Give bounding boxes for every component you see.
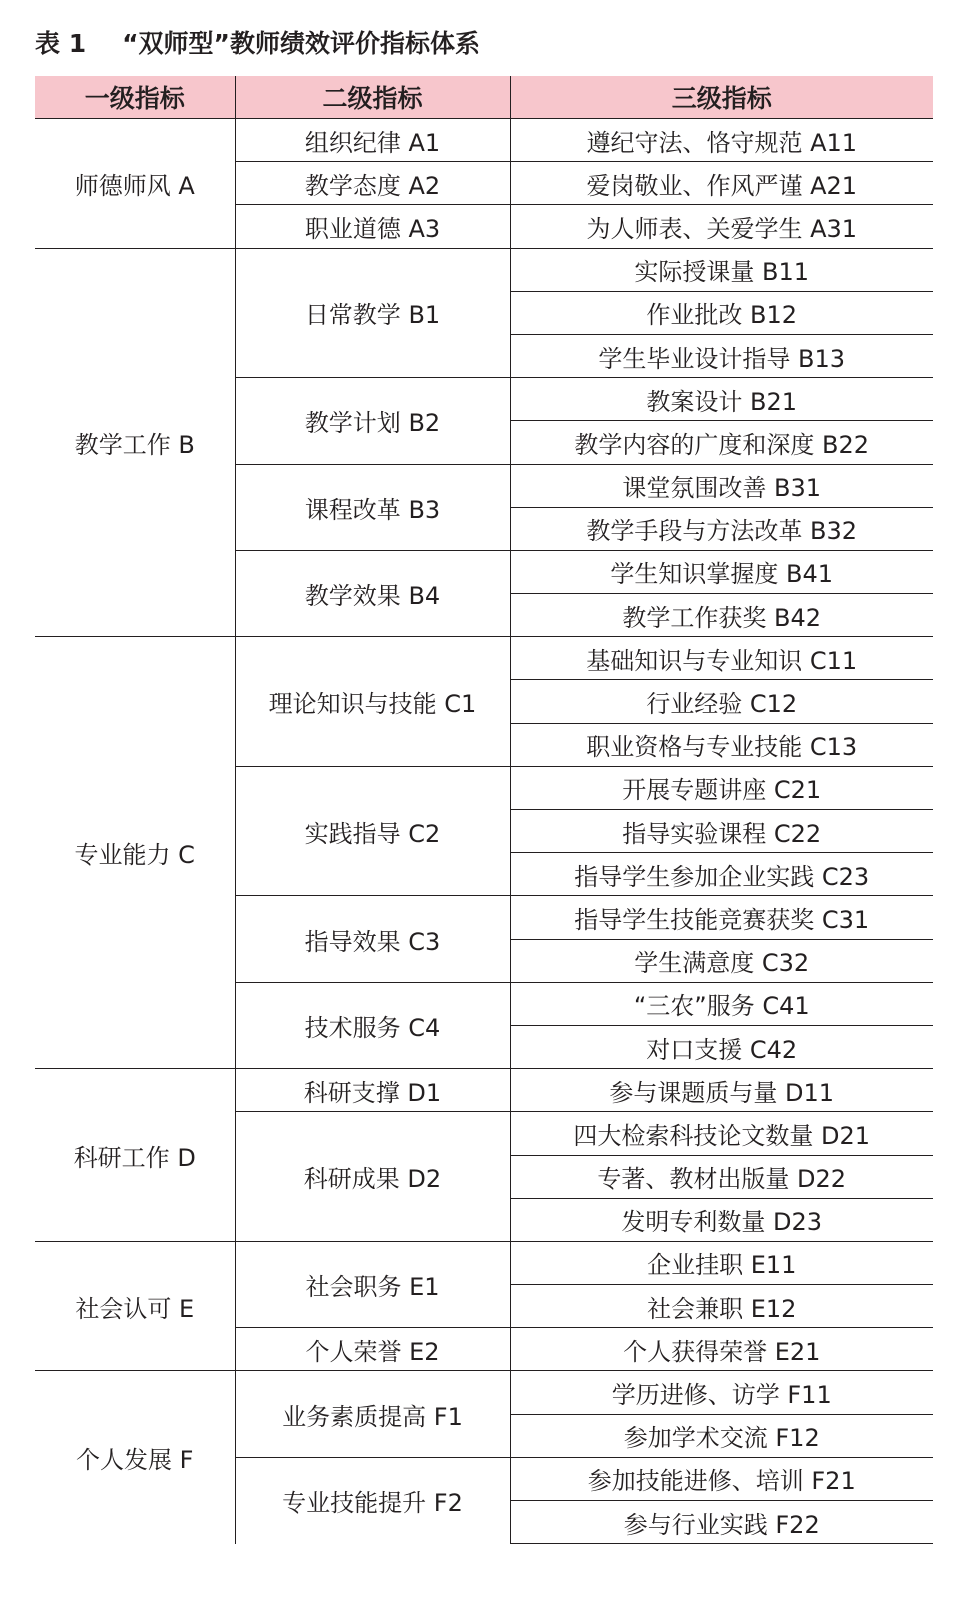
level1-cell: 科研工作 D: [35, 1069, 235, 1242]
level1-cell: 社会认可 E: [35, 1241, 235, 1371]
level2-cell: 实践指导 C2: [235, 766, 510, 896]
level3-cell: 发明专利数量 D23: [510, 1198, 933, 1241]
level1-cell: 教学工作 B: [35, 248, 235, 637]
level2-cell: 日常教学 B1: [235, 248, 510, 378]
level3-cell: 课堂氛围改善 B31: [510, 464, 933, 507]
level3-cell: 为人师表、关爱学生 A31: [510, 205, 933, 248]
level3-cell: 个人获得荣誉 E21: [510, 1328, 933, 1371]
table-number: 表 1: [35, 29, 87, 58]
level3-cell: 开展专题讲座 C21: [510, 766, 933, 809]
level2-cell: 社会职务 E1: [235, 1241, 510, 1327]
level3-cell: 职业资格与专业技能 C13: [510, 723, 933, 766]
level3-cell: 学生满意度 C32: [510, 939, 933, 982]
level2-cell: 教学态度 A2: [235, 162, 510, 205]
table-caption: [35, 24, 480, 64]
table-title: “双师型”教师绩效评价指标体系: [122, 29, 480, 58]
level2-cell: 课程改革 B3: [235, 464, 510, 550]
level3-cell: 基础知识与专业知识 C11: [510, 637, 933, 680]
level2-cell: 科研支撑 D1: [235, 1069, 510, 1112]
level3-cell: 作业批改 B12: [510, 291, 933, 334]
level3-cell: 专著、教材出版量 D22: [510, 1155, 933, 1198]
level3-cell: 遵纪守法、恪守规范 A11: [510, 119, 933, 162]
level3-cell: 实际授课量 B11: [510, 248, 933, 291]
level3-cell: 指导实验课程 C22: [510, 810, 933, 853]
header-level1: 一级指标: [35, 76, 235, 119]
level3-cell: 爱岗敬业、作风严谨 A21: [510, 162, 933, 205]
level3-cell: 社会兼职 E12: [510, 1285, 933, 1328]
header-level3: 三级指标: [510, 76, 933, 119]
level2-cell: 理论知识与技能 C1: [235, 637, 510, 767]
level3-cell: 学历进修、访学 F11: [510, 1371, 933, 1414]
level3-cell: 对口支援 C42: [510, 1025, 933, 1068]
level1-cell: 专业能力 C: [35, 637, 235, 1069]
header-level2: 二级指标: [235, 76, 510, 119]
header-row: [35, 76, 933, 119]
level3-cell: 教学内容的广度和深度 B22: [510, 421, 933, 464]
table-row: [35, 1371, 933, 1414]
indicator-table: [35, 76, 933, 1544]
level2-cell: 技术服务 C4: [235, 982, 510, 1068]
level2-cell: 个人荣誉 E2: [235, 1328, 510, 1371]
level2-cell: 教学计划 B2: [235, 378, 510, 464]
level1-cell: 师德师风 A: [35, 119, 235, 249]
table-row: [35, 637, 933, 680]
level3-cell: 指导学生技能竞赛获奖 C31: [510, 896, 933, 939]
level1-cell: 个人发展 F: [35, 1371, 235, 1544]
level3-cell: 行业经验 C12: [510, 680, 933, 723]
level3-cell: 学生知识掌握度 B41: [510, 550, 933, 593]
level3-cell: 参与行业实践 F22: [510, 1501, 933, 1544]
level2-cell: 业务素质提高 F1: [235, 1371, 510, 1457]
table-row: [35, 1241, 933, 1284]
level3-cell: 教案设计 B21: [510, 378, 933, 421]
level3-cell: 参与课题质与量 D11: [510, 1069, 933, 1112]
level2-cell: 指导效果 C3: [235, 896, 510, 982]
level3-cell: 企业挂职 E11: [510, 1241, 933, 1284]
level3-cell: 参加学术交流 F12: [510, 1414, 933, 1457]
level2-cell: 职业道德 A3: [235, 205, 510, 248]
table-body: [35, 119, 933, 1544]
level2-cell: 科研成果 D2: [235, 1112, 510, 1242]
level3-cell: 教学手段与方法改革 B32: [510, 507, 933, 550]
level3-cell: 四大检索科技论文数量 D21: [510, 1112, 933, 1155]
level3-cell: 教学工作获奖 B42: [510, 594, 933, 637]
level2-cell: 专业技能提升 F2: [235, 1457, 510, 1543]
table-row: [35, 119, 933, 162]
table-row: [35, 1069, 933, 1112]
level2-cell: 教学效果 B4: [235, 550, 510, 636]
level2-cell: 组织纪律 A1: [235, 119, 510, 162]
level3-cell: “三农”服务 C41: [510, 982, 933, 1025]
table-row: [35, 248, 933, 291]
level3-cell: 指导学生参加企业实践 C23: [510, 853, 933, 896]
level3-cell: 学生毕业设计指导 B13: [510, 334, 933, 377]
level3-cell: 参加技能进修、培训 F21: [510, 1457, 933, 1500]
